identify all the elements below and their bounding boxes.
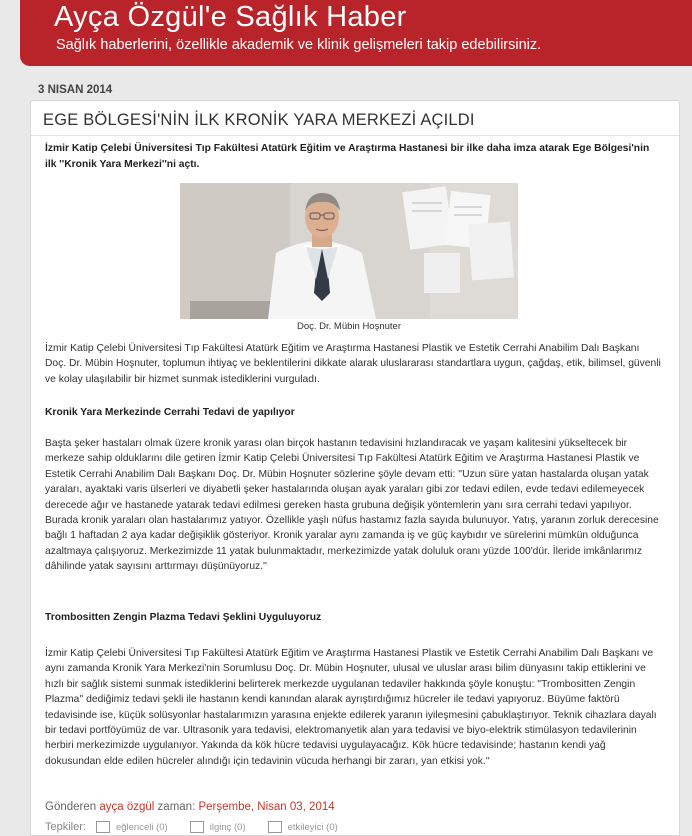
post-paragraph-3: İzmir Katip Çelebi Üniversitesi Tıp Fakültesi Atatürk Eğitim ve Araştırma Hastanesi Plastik ve Estetik Cerrahi Anabilim Dalı Başkanı ve aynı zamanda Kronik Yara Merkezi'nin Sorumlusu Doç. Dr. Mübin Hoşnuter, ulusal ve uluslar arası bilim dünyasını takip ettiklerini ve hızlı bir sağlık sistemi sunmak istediklerini belirterek merkezde uygulanan tedaviler hakkında şöyle konuştu: ''Trombositten Zengin Plazma'' dediğimiz tedavi şekli ile hastanın kendi kanından alarak ayrıştırdığımız hücreler ile tedavi yapıyoruz. Büyüme faktörü tedavisinde ise, küçük solüsyonlar hastalarımızın yarasına enjekte edilerek yaranın iyileşmesini çabuklaştırıyor. Teknik cihazlara dayalı bir tedavi portföyümüz de var. Ultrasonik yara tedavisi, elektromanyetik alan yara tedavisi ve biyo-elektrik stimülasyon tedavilerinin herbiri merkezimizde uygulanıyor. Yakında da kök hücre tedavisi uygulayacağız. Kök hücre tedavisinde; hastanın kendi yağ dokusundan elde edilen hücreler alındığı için tedavinin vücuda herhangi bir zararı, yan etkisi yok.'' bbox=[45, 648, 657, 767]
posted-by-label: Gönderen bbox=[45, 801, 97, 813]
reaction-checkbox[interactable] bbox=[96, 821, 110, 833]
reaction-checkbox[interactable] bbox=[268, 821, 282, 833]
reaction-fun-label: eğlenceli (0) bbox=[115, 821, 168, 833]
post-container bbox=[30, 100, 680, 836]
post-title[interactable]: EGE BÖLGESİ'NİN İLK KRONİK YARA MERKEZİ AÇILDI bbox=[43, 111, 475, 129]
reaction-impressive[interactable] bbox=[268, 821, 338, 833]
author-link[interactable]: ayça özgül bbox=[99, 801, 155, 813]
post-paragraph-1: İzmir Katip Çelebi Üniversitesi Tıp Fakültesi Atatürk Eğitim ve Araştırma Hastanesi Plastik ve Estetik Cerrahi Anabilim Dalı Başkanı Doç. Dr. Mübin Hoşnuter, toplumun ihtiyaç ve beklentilerini dikkate alarak uluslararası standartlara uygun, çağdaş, etik, bilimsel, güvenli ve kolay ulaşılabilir bir hizmet sunmak istediklerini vurguladı. bbox=[45, 343, 661, 385]
post-footer bbox=[45, 801, 335, 813]
doctor-photo-illustration bbox=[180, 183, 518, 319]
post-intro: İzmir Katip Çelebi Üniversitesi Tıp Fakültesi Atatürk Eğitim ve Araştırma Hastanesi bir ilke daha imza atarak Ege Bölgesi'nin ilk ''Kronik Yara Merkezi''ni açtı. bbox=[45, 143, 650, 170]
title-divider bbox=[31, 135, 679, 136]
reactions-bar bbox=[45, 820, 360, 834]
reaction-interesting[interactable] bbox=[190, 821, 246, 833]
post-subheading-1: Kronik Yara Merkezinde Cerrahi Tedavi de yapılıyor bbox=[45, 407, 295, 418]
reaction-impressive-label: etkileyici (0) bbox=[287, 821, 338, 833]
reaction-checkbox[interactable] bbox=[190, 821, 204, 833]
post-timestamp-link[interactable]: Perşembe, Nisan 03, 2014 bbox=[198, 801, 335, 813]
doctor-photo[interactable] bbox=[180, 183, 518, 319]
photo-caption: Doç. Dr. Mübin Hoşnuter bbox=[296, 321, 401, 332]
reaction-interesting-label: ilginç (0) bbox=[209, 821, 246, 833]
blog-description: Sağlık haberlerini, özellikle akademik ve klinik gelişmeleri takip edebilirsiniz. bbox=[56, 37, 542, 53]
reaction-fun[interactable] bbox=[96, 821, 168, 833]
reactions-label: Tepkiler: bbox=[45, 821, 86, 833]
post-subheading-2: Trombositten Zengin Plazma Tedavi Şeklini Uyguluyoruz bbox=[45, 612, 322, 623]
post-date: 3 NISAN 2014 bbox=[38, 84, 113, 96]
post-paragraph-2: Başta şeker hastaları olmak üzere kronik yarası olan birçok hastanın tedavisini hızlandıracak ve yaşam kalitesini yükseltecek bir merkeze sahip olduklarını dile getiren İzmir Katip Çelebi Üniversitesi Tıp Fakültesi Atatürk Eğitim ve Araştırma Hastanesi Plastik ve Estetik Cerrahi Anabilim Dalı Başkanı Doç. Dr. Mübin Hoşnuter sözlerine şöyle devam etti: ''Uzun süre yatan hastalarda oluşan yatak yaraları, ayaktaki varis ülserleri ve diyabetli şeker hastalarında oluşan ayak yaraları gibi zor tedavi edilen, evde tedavi edilemeyecek derecede ağır ve hastanede yatarak tedavi edilmesi gereken hasta grubuna değişik yöntemlerin yanı sıra cerrahi tedavi yapılıyor. Burada kronik yaraları olan hastalarımız yatıyor. Özellikle yaşlı nüfus hastamız fazla sayıda bulunuyor. Yatış, yaranın zorluk derecesine bağlı 1 haftadan 2 aya kadar değişiklik gösteriyor. Kronik yaralar aynı zamanda iş ve güç kaybıdır ve sürelerini mümkün olduğunca azaltmaya çalışıyoruz. Merkezimizde 11 yatak bulunmaktadır, merkezimizde yatak doluluk oranı yüzde 100'dür. İleride imkânlarımız dâhilinde yatak sayısını arttırmayı düşünüyoruz.'' bbox=[45, 438, 659, 573]
blog-title[interactable]: Ayça Özgül'e Sağlık Haber bbox=[54, 1, 407, 33]
time-label: zaman: bbox=[157, 801, 196, 813]
blog-header bbox=[20, 0, 692, 66]
